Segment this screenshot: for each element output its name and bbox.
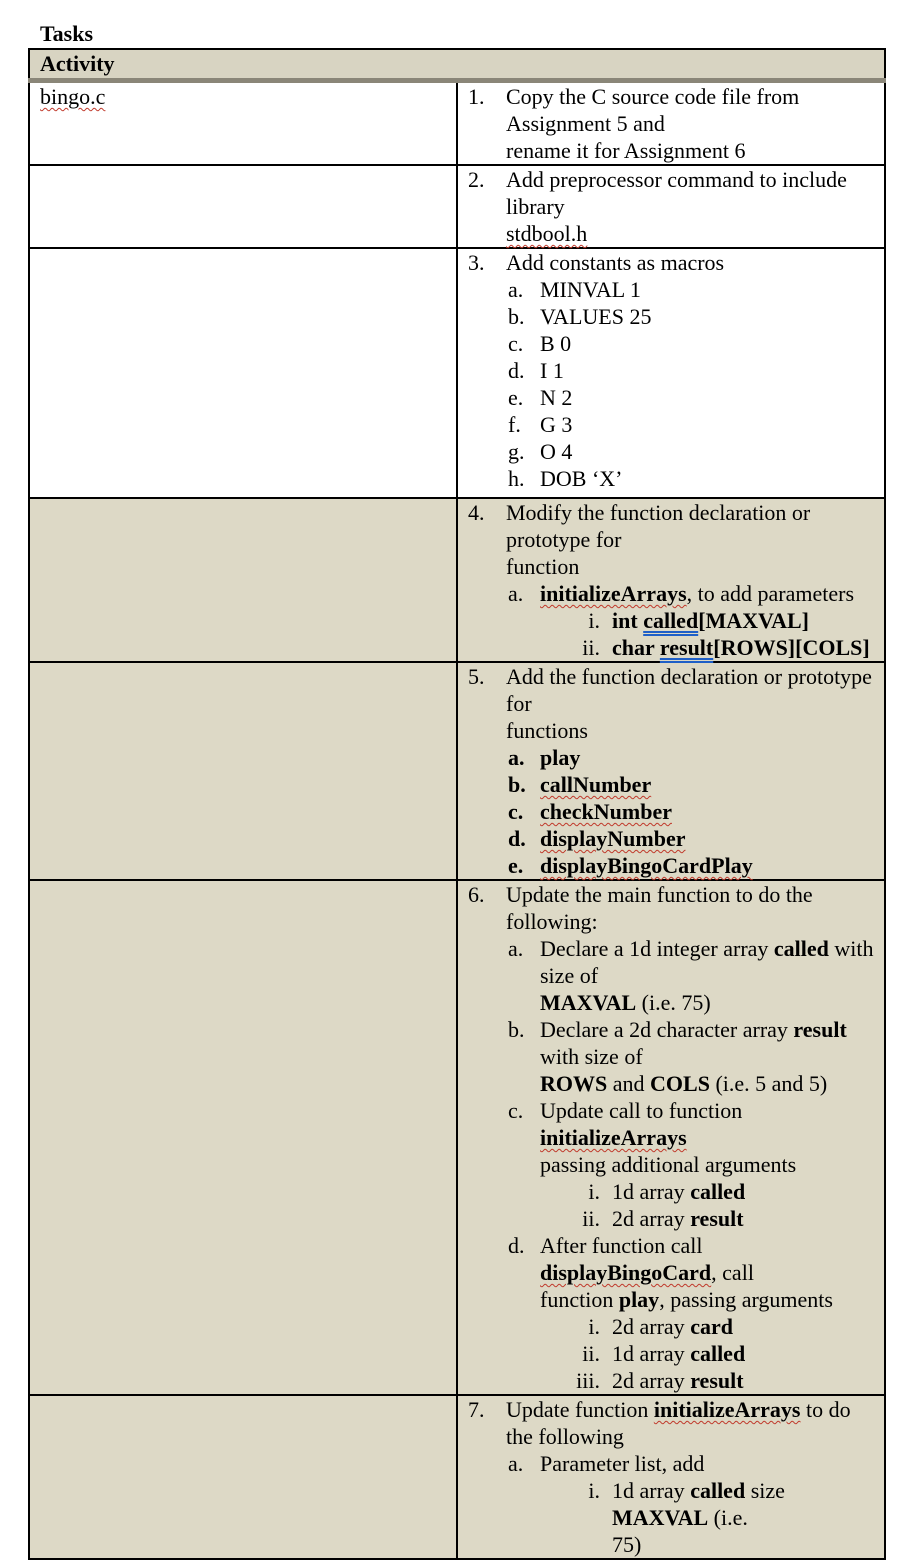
task-cell bbox=[457, 248, 885, 498]
list-item: Update call to function bbox=[540, 1098, 743, 1123]
list-item: DOB ‘X’ bbox=[540, 466, 623, 491]
list-item: 2d array bbox=[612, 1368, 691, 1393]
list-marker: d. bbox=[508, 358, 525, 383]
var-name: card bbox=[690, 1314, 733, 1339]
task-number: 7. bbox=[468, 1397, 485, 1422]
param-size: [MAXVAL] bbox=[698, 608, 809, 633]
task-cell bbox=[457, 1395, 885, 1559]
task-text: Modify the function declaration or prototype for bbox=[506, 500, 811, 552]
list-item: 75) bbox=[612, 1532, 642, 1557]
param-size: [ROWS][COLS] bbox=[713, 635, 870, 660]
list-item: size bbox=[745, 1478, 785, 1503]
list-item: function bbox=[540, 1287, 619, 1312]
list-marker: a. bbox=[508, 745, 525, 770]
list-item: G 3 bbox=[540, 412, 573, 437]
var-name: called bbox=[773, 936, 829, 961]
list-marker: i. bbox=[588, 1314, 600, 1339]
list-marker: b. bbox=[508, 772, 526, 797]
empty-cell bbox=[29, 165, 457, 248]
list-marker: e. bbox=[508, 853, 524, 878]
task-text: functions bbox=[506, 718, 588, 743]
file-name: bingo.c bbox=[40, 84, 106, 109]
list-marker: i. bbox=[588, 1478, 600, 1503]
list-item: passing additional arguments bbox=[540, 1152, 797, 1177]
activity-header: Activity bbox=[29, 49, 885, 81]
list-item: (i.e. bbox=[708, 1505, 748, 1530]
table-row bbox=[29, 1395, 885, 1559]
empty-cell bbox=[29, 248, 457, 498]
list-marker: ii. bbox=[582, 1206, 600, 1231]
list-item: (i.e. 75) bbox=[636, 990, 711, 1015]
table-row bbox=[29, 498, 885, 662]
task-cell bbox=[457, 498, 885, 662]
list-marker: b. bbox=[508, 304, 525, 329]
table-row bbox=[29, 248, 885, 498]
const-name: MAXVAL bbox=[540, 990, 637, 1015]
list-marker: ii. bbox=[582, 1341, 600, 1366]
param-name: result bbox=[659, 635, 714, 660]
var-name: result bbox=[793, 1017, 847, 1042]
empty-cell bbox=[29, 1395, 457, 1559]
function-name: play bbox=[618, 1287, 660, 1312]
function-name: initializeArrays bbox=[540, 581, 687, 606]
tasks-table bbox=[28, 48, 886, 1560]
var-name: result bbox=[690, 1206, 744, 1231]
table-header-row bbox=[29, 49, 885, 81]
list-marker: iii. bbox=[576, 1368, 600, 1393]
list-item: Declare a 1d integer array bbox=[540, 936, 774, 961]
task-cell bbox=[457, 165, 885, 248]
list-item: 1d array bbox=[612, 1179, 691, 1204]
empty-cell bbox=[29, 498, 457, 662]
list-item: with size of bbox=[540, 1044, 643, 1069]
list-marker: h. bbox=[508, 466, 525, 491]
task-number: 4. bbox=[468, 500, 485, 525]
task-text: Update function bbox=[506, 1397, 654, 1422]
task-cell bbox=[457, 880, 885, 1395]
task-number: 6. bbox=[468, 882, 485, 907]
var-name: called bbox=[690, 1179, 746, 1204]
var-name: result bbox=[690, 1368, 744, 1393]
list-item: B 0 bbox=[540, 331, 572, 356]
list-item: N 2 bbox=[540, 385, 573, 410]
list-item: I 1 bbox=[540, 358, 564, 383]
task-number: 5. bbox=[468, 664, 485, 689]
type-keyword: int bbox=[612, 608, 638, 633]
task-text: Add constants as macros bbox=[506, 250, 725, 275]
list-item: , passing arguments bbox=[659, 1287, 833, 1312]
function-name: play bbox=[540, 745, 581, 770]
task-text: to do the following bbox=[506, 1397, 851, 1449]
list-item: After function call bbox=[540, 1233, 703, 1258]
list-marker: a. bbox=[508, 277, 524, 302]
task-cell bbox=[457, 662, 885, 880]
list-marker: i. bbox=[588, 608, 600, 633]
function-name: displayNumber bbox=[540, 826, 686, 851]
list-item: (i.e. 5 and 5) bbox=[709, 1071, 828, 1096]
task-text: Update the main function to do the following: bbox=[506, 882, 813, 934]
list-marker: b. bbox=[508, 1017, 525, 1042]
list-item: 2d array bbox=[612, 1314, 691, 1339]
table-row bbox=[29, 165, 885, 248]
function-name: displayBingoCard bbox=[540, 1260, 712, 1285]
list-item: 1d array bbox=[612, 1341, 691, 1366]
task-text: Add preprocessor command to include library bbox=[506, 167, 847, 219]
const-name: COLS bbox=[650, 1071, 710, 1096]
list-marker: c. bbox=[508, 799, 524, 824]
page-heading: Tasks bbox=[40, 21, 94, 46]
list-marker: d. bbox=[508, 1233, 525, 1258]
list-item: and bbox=[607, 1071, 651, 1096]
param-name: called bbox=[643, 608, 699, 633]
list-item: Parameter list, add bbox=[540, 1451, 705, 1476]
task-text: function bbox=[506, 554, 580, 579]
table-row bbox=[29, 662, 885, 880]
table-row bbox=[29, 880, 885, 1395]
list-item: 2d array bbox=[612, 1206, 691, 1231]
table-row bbox=[29, 81, 885, 166]
list-marker: g. bbox=[508, 439, 525, 464]
var-name: called bbox=[690, 1478, 746, 1503]
const-name: ROWS bbox=[540, 1071, 608, 1096]
list-marker: i. bbox=[588, 1179, 600, 1204]
list-marker: a. bbox=[508, 936, 524, 961]
var-name: called bbox=[690, 1341, 746, 1366]
empty-cell bbox=[29, 880, 457, 1395]
list-marker: e. bbox=[508, 385, 524, 410]
list-marker: c. bbox=[508, 1098, 524, 1123]
list-marker: f. bbox=[508, 412, 521, 437]
file-cell bbox=[29, 81, 457, 166]
task-text: Copy the C source code file from Assignment 5 and bbox=[506, 84, 800, 136]
list-item: 1d array bbox=[612, 1478, 691, 1503]
list-item: O 4 bbox=[540, 439, 573, 464]
list-marker: d. bbox=[508, 826, 526, 851]
function-name: callNumber bbox=[540, 772, 652, 797]
list-marker: ii. bbox=[582, 635, 600, 660]
task-text: rename it for Assignment 6 bbox=[506, 138, 746, 163]
task-number: 1. bbox=[468, 84, 485, 109]
list-item: , call bbox=[711, 1260, 754, 1285]
list-marker: a. bbox=[508, 1451, 524, 1476]
list-item: Declare a 2d character array bbox=[540, 1017, 794, 1042]
empty-cell bbox=[29, 662, 457, 880]
const-name: MAXVAL bbox=[612, 1505, 709, 1530]
task-number: 3. bbox=[468, 250, 485, 275]
type-keyword: char bbox=[612, 635, 655, 660]
list-item: , to add parameters bbox=[686, 581, 855, 606]
list-item: with size of bbox=[540, 936, 874, 988]
function-name: initializeArrays bbox=[653, 1397, 801, 1422]
task-cell bbox=[457, 81, 885, 166]
function-name: displayBingoCardPlay bbox=[540, 853, 753, 878]
function-name: initializeArrays bbox=[540, 1125, 687, 1150]
list-marker: c. bbox=[508, 331, 524, 356]
list-marker: a. bbox=[508, 581, 524, 606]
task-number: 2. bbox=[468, 167, 485, 192]
task-text: Add the function declaration or prototype for bbox=[506, 664, 872, 716]
library-name: stdbool.h bbox=[506, 221, 588, 246]
function-name: checkNumber bbox=[540, 799, 672, 824]
list-item: MINVAL 1 bbox=[540, 277, 641, 302]
list-item: VALUES 25 bbox=[540, 304, 652, 329]
